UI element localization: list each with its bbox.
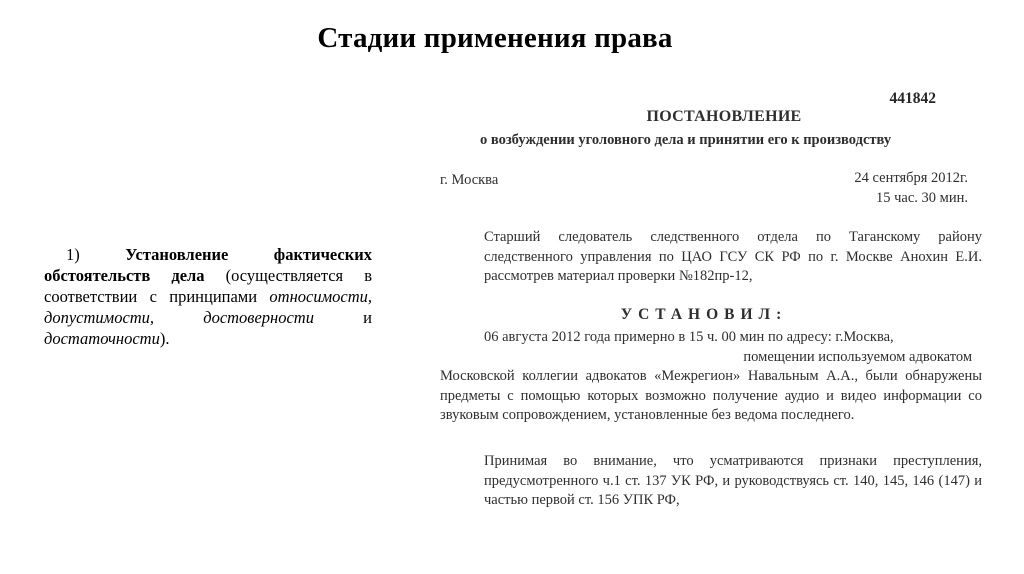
document-ustanovil: УСТАНОВИЛ: bbox=[620, 306, 788, 323]
document-heading: ПОСТАНОВЛЕНИЕ bbox=[646, 108, 802, 125]
document-time: 15 час. 30 мин. bbox=[876, 190, 968, 206]
text-part-1: (осуществляется в соответствии с принципами bbox=[44, 266, 372, 306]
left-text-block bbox=[44, 244, 372, 349]
document-number: 441842 bbox=[889, 90, 936, 107]
document-date: 24 сентября 2012г. bbox=[854, 170, 968, 186]
text-part-3: ). bbox=[159, 329, 170, 348]
document-paragraph-2 bbox=[440, 328, 982, 426]
document-subheading: о возбуждении уголовного дела и принятии его к производству bbox=[480, 132, 892, 148]
document-city: г. Москва bbox=[440, 172, 499, 188]
document-paragraph-3: Принимая во внимание, что усматриваются признаки преступления, предусмотренного ч.1 ст. 137 УК РФ, и руководствуясь ст. 140, 145, 146 (147) и частью первой ст. 156 УПК РФ, bbox=[484, 453, 982, 508]
italic-phrase-1: относимости, допустимости, достоверности bbox=[44, 287, 372, 327]
paragraph-2-rest: Московской коллегии адвокатов «Межрегион» Навальным А.А., были обнаружены предметы с помощью которых возможно получение аудио и видео информации со звуковым сопровождением, установленные без ведома последнего. bbox=[440, 368, 982, 423]
bold-phrase: Установление фактических обстоятельств дела bbox=[44, 245, 372, 285]
slide-title: Стадии применения права bbox=[317, 22, 673, 54]
italic-phrase-2: достаточности bbox=[44, 329, 160, 348]
text-part-2: и bbox=[313, 308, 372, 327]
document-paragraph-1: Старший следователь следственного отдела по Таганскому району следственного управления по ЦАО ГСУ СК РФ по г. Москве Анохин Е.И. рассмотрев материал проверки №182пр-12, bbox=[484, 229, 982, 284]
paragraph-2-line-1: 06 августа 2012 года примерно в 15 ч. 00 мин по адресу: г.Москва, bbox=[484, 329, 894, 345]
scanned-document bbox=[404, 84, 996, 524]
paragraph-2-line-2: помещении используемом адвокатом bbox=[743, 348, 972, 365]
item-number: 1) bbox=[66, 245, 80, 264]
